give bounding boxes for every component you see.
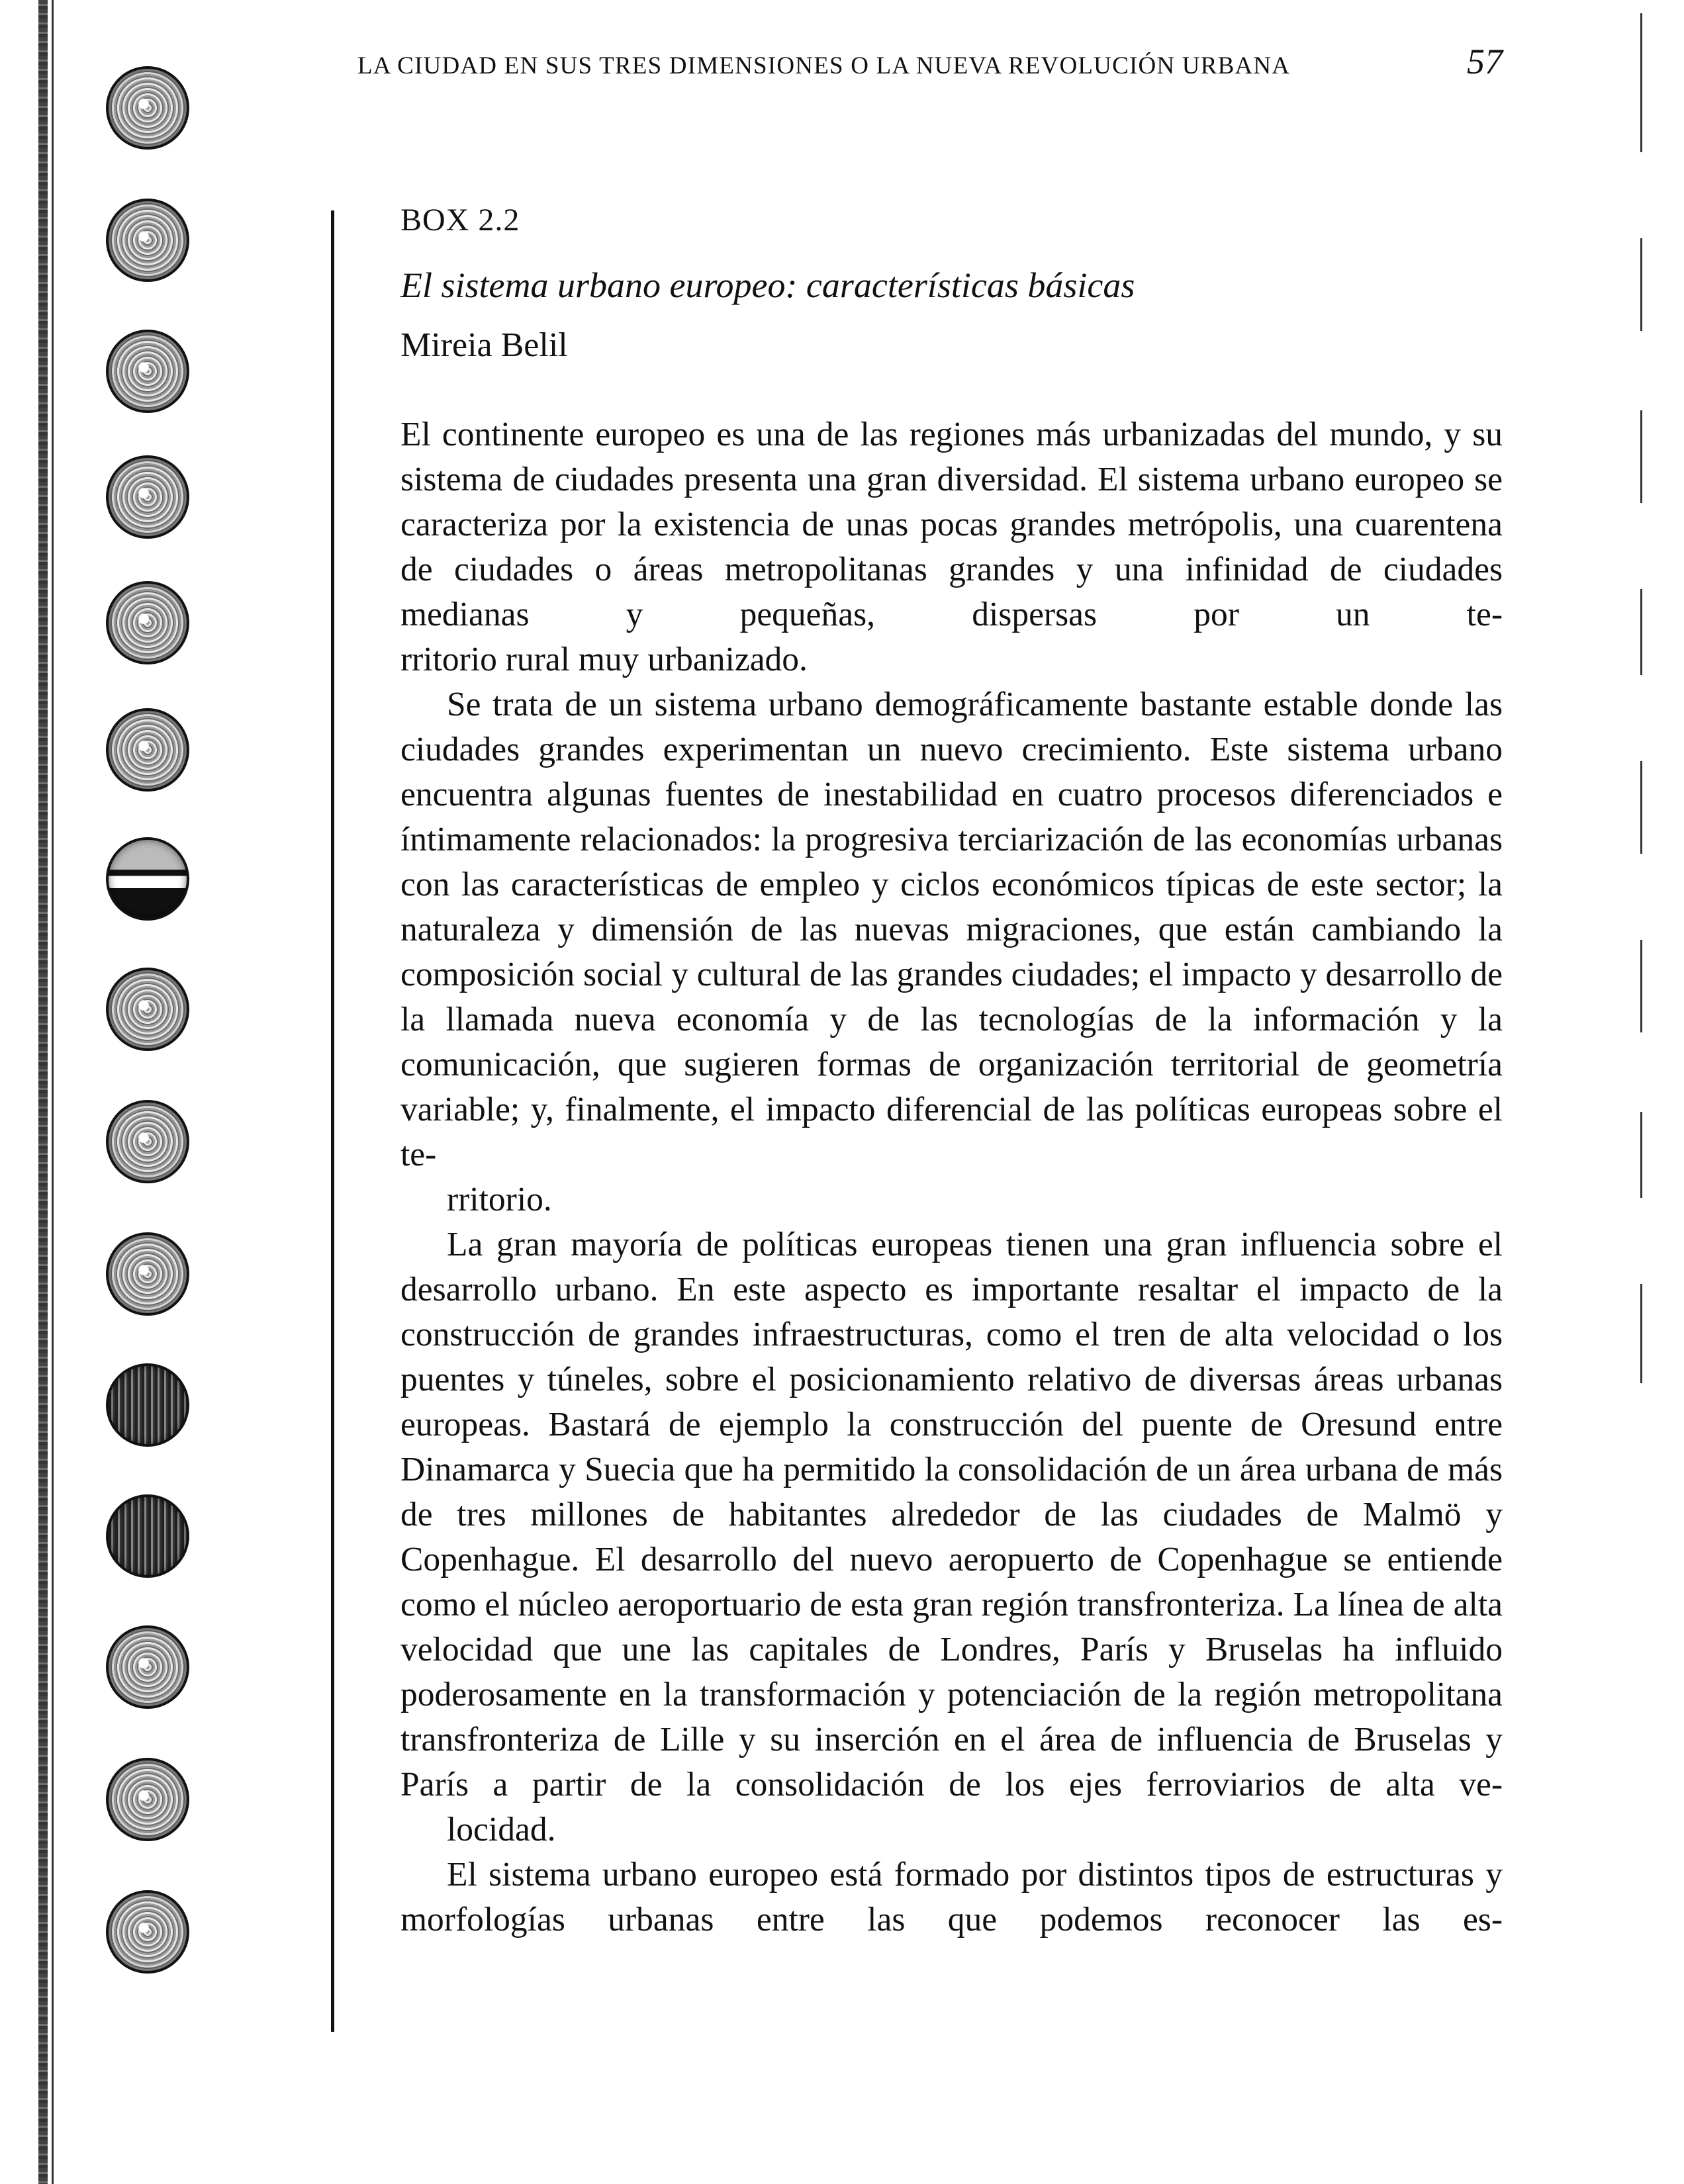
punch-hole	[106, 581, 189, 664]
paragraph-last-line: rritorio rural muy urbanizado.	[400, 641, 808, 678]
box-author: Mireia Belil	[400, 326, 568, 364]
paragraph-body: El continente europeo es una de las regiones más urbanizadas del mundo, y su sistema de ciudades presenta una gran diversidad. El sistema urbano europeo se caracteriza por la existencia de unas pocas grandes metrópolis, una cuarentena de ciudades o áreas metropolitanas grandes y una infinidad de ciudades medianas y pequeñas, dispersas por un te-	[400, 416, 1503, 633]
binding-line	[52, 0, 54, 2184]
scan-artifact	[1640, 761, 1642, 854]
punch-hole	[106, 837, 189, 921]
running-head-title: LA CIUDAD EN SUS TRES DIMENSIONES O LA NUEVA REVOLUCIÓN URBANA	[357, 52, 1291, 79]
punch-hole	[106, 1890, 189, 1974]
scan-artifact	[1640, 940, 1642, 1032]
punch-hole	[106, 199, 189, 282]
punch-hole	[106, 708, 189, 792]
scan-artifact	[1640, 410, 1642, 503]
scan-artifact	[1640, 13, 1642, 152]
paragraph-last-line: locidad.	[447, 1811, 556, 1848]
running-header	[357, 41, 1503, 87]
paragraph	[400, 1852, 1503, 1942]
paragraph-body: Se trata de un sistema urbano demográficamente bastante estable donde las ciudades grandes experimentan un nuevo crecimiento. Este sistema urbano encuentra algunas fuentes de inestabilidad en cuatro procesos diferenciados e íntimamente relacionados: la progresiva terciarización de las economías urbanas con las características de empleo y ciclos económicos típicas de este sector; la naturaleza y dimensión de las nuevas migraciones, que están cambiando la composición social y cultural de las grandes ciudades; el impacto y desarrollo de la llamada nueva economía y de las tecnologías de la información y la comunicación, que sugieren formas de organización territorial de geometría variable; y, finalmente, el impacto diferencial de las políticas europeas sobre el te-	[400, 686, 1503, 1173]
binding-edge	[38, 0, 48, 2184]
scan-artifact	[1640, 589, 1642, 675]
punch-hole	[106, 1363, 189, 1447]
page-number: 57	[1467, 42, 1503, 81]
punch-hole	[106, 968, 189, 1051]
punch-hole	[106, 455, 189, 539]
paragraph-body: La gran mayoría de políticas europeas tienen una gran influencia sobre el desarrollo urbano. En este aspecto es importante resaltar el impacto de la construcción de grandes infraestructuras, como el tren de alta velocidad o los puentes y túneles, sobre el posicionamiento relativo de diversas áreas urbanas europeas. Bastará de ejemplo la construcción del puente de Oresund entre Dinamarca y Suecia que ha permitido la consolidación de un área urbana de más de tres millones de habitantes alrededor de las ciudades de Malmö y Copenhague. El desarrollo del nuevo aeropuerto de Copenhague se entiende como el núcleo aeroportuario de esta gran región transfronteriza. La línea de alta velocidad que une las capitales de Londres, París y Bruselas ha influido poderosamente en la transformación y potenciación de la región metropolitana transfronteriza de Lille y su inserción en el área de influencia de Bruselas y París a partir de la consolidación de los ejes ferroviarios de alta ve-	[400, 1226, 1503, 1803]
scan-artifact	[1640, 1284, 1642, 1383]
punch-hole	[106, 1625, 189, 1709]
punch-hole	[106, 330, 189, 413]
paragraph-last-line: rritorio.	[447, 1181, 552, 1218]
paragraph-body: El sistema urbano europeo está formado por distintos tipos de estructuras y morfologías urbanas entre las que podemos reconocer las es-	[400, 1856, 1503, 1938]
box-label: BOX 2.2	[400, 203, 520, 238]
punch-hole	[106, 1758, 189, 1841]
paragraph	[400, 682, 1503, 1222]
punch-hole	[106, 1494, 189, 1578]
punch-hole	[106, 1232, 189, 1316]
scan-artifact	[1640, 238, 1642, 331]
paragraph	[400, 412, 1503, 682]
box-title: El sistema urbano europeo: características básicas	[400, 265, 1135, 305]
punch-hole	[106, 1100, 189, 1183]
box-side-rule	[331, 210, 334, 2032]
scan-artifact	[1640, 1112, 1642, 1198]
paragraph	[400, 1222, 1503, 1852]
box-section	[400, 202, 1503, 1942]
punch-hole	[106, 66, 189, 150]
binder-strip	[0, 0, 205, 2184]
